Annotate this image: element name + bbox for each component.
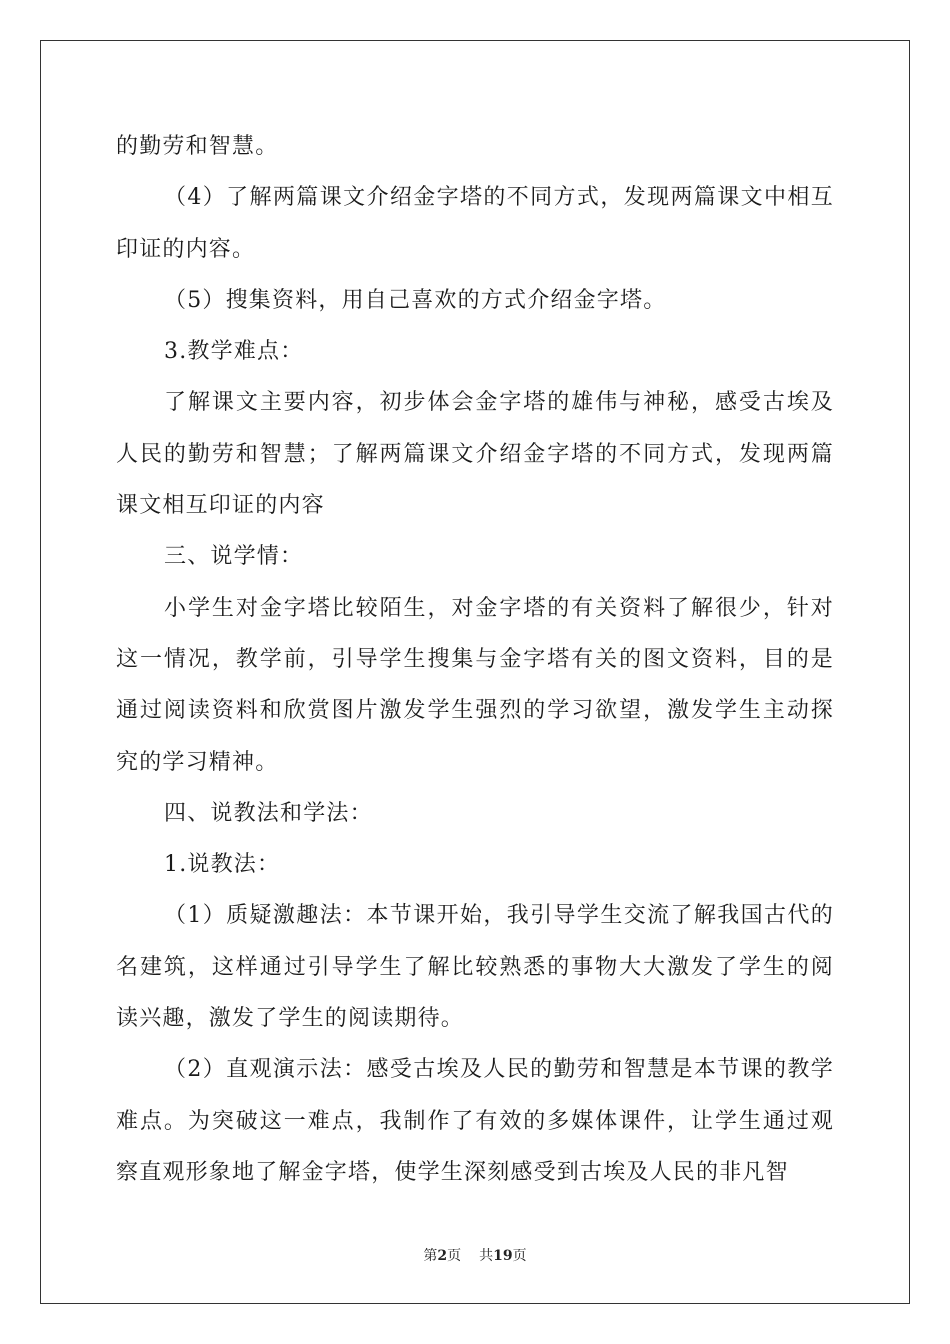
paragraph-2: （4）了解两篇课文介绍金字塔的不同方式，发现两篇课文中相互印证的内容。: [116, 185, 834, 262]
heading-student-analysis: 三、说学情：: [164, 544, 304, 570]
footer-page-unit: 页: [447, 1248, 462, 1264]
paragraph-11: （2）直观演示法：感受古埃及人民的勤劳和智慧是本节课的教学难点。为突破这一难点，我制作了有效的多媒体课件，让学生通过观察直观形象地了解金字塔，使学生深刻感受到古埃及人民的非凡智: [116, 1057, 834, 1185]
page-footer: [0, 1246, 950, 1266]
footer-page-prefix: 第: [423, 1248, 438, 1264]
footer-total-prefix: 共: [479, 1248, 494, 1264]
heading-methods: 四、说教法和学法：: [164, 800, 373, 826]
heading-teaching-method: 1.说教法：: [164, 852, 281, 878]
heading-teaching-difficulty: 3.教学难点：: [164, 339, 304, 365]
paragraph-3: （5）搜集资料，用自己喜欢的方式介绍金字塔。: [164, 287, 667, 313]
paragraph-10: （1）质疑激趣法：本节课开始，我引导学生交流了解我国古代的名建筑，这样通过引导学生了解比较熟悉的事物大大激发了学生的阅读兴趣，激发了学生的阅读期待。: [116, 903, 834, 1032]
paragraph-5: 了解课文主要内容，初步体会金字塔的雄伟与神秘，感受古埃及人民的勤劳和智慧；了解两篇课文介绍金字塔的不同方式，发现两篇课文相互印证的内容: [116, 390, 834, 519]
paragraph-1: 的勤劳和智慧。: [116, 134, 279, 159]
footer-total-pages: 19: [493, 1248, 513, 1264]
document-body: [116, 121, 834, 1198]
paragraph-7: 小学生对金字塔比较陌生，对金字塔的有关资料了解很少，针对这一情况，教学前，引导学生搜集与金字塔有关的图文资料，目的是通过阅读资料和欣赏图片激发学生强烈的学习欲望，激发学生主动探究的学习精神。: [116, 595, 834, 775]
footer-total-unit: 页: [512, 1248, 527, 1264]
footer-page-number: 2: [437, 1248, 448, 1264]
